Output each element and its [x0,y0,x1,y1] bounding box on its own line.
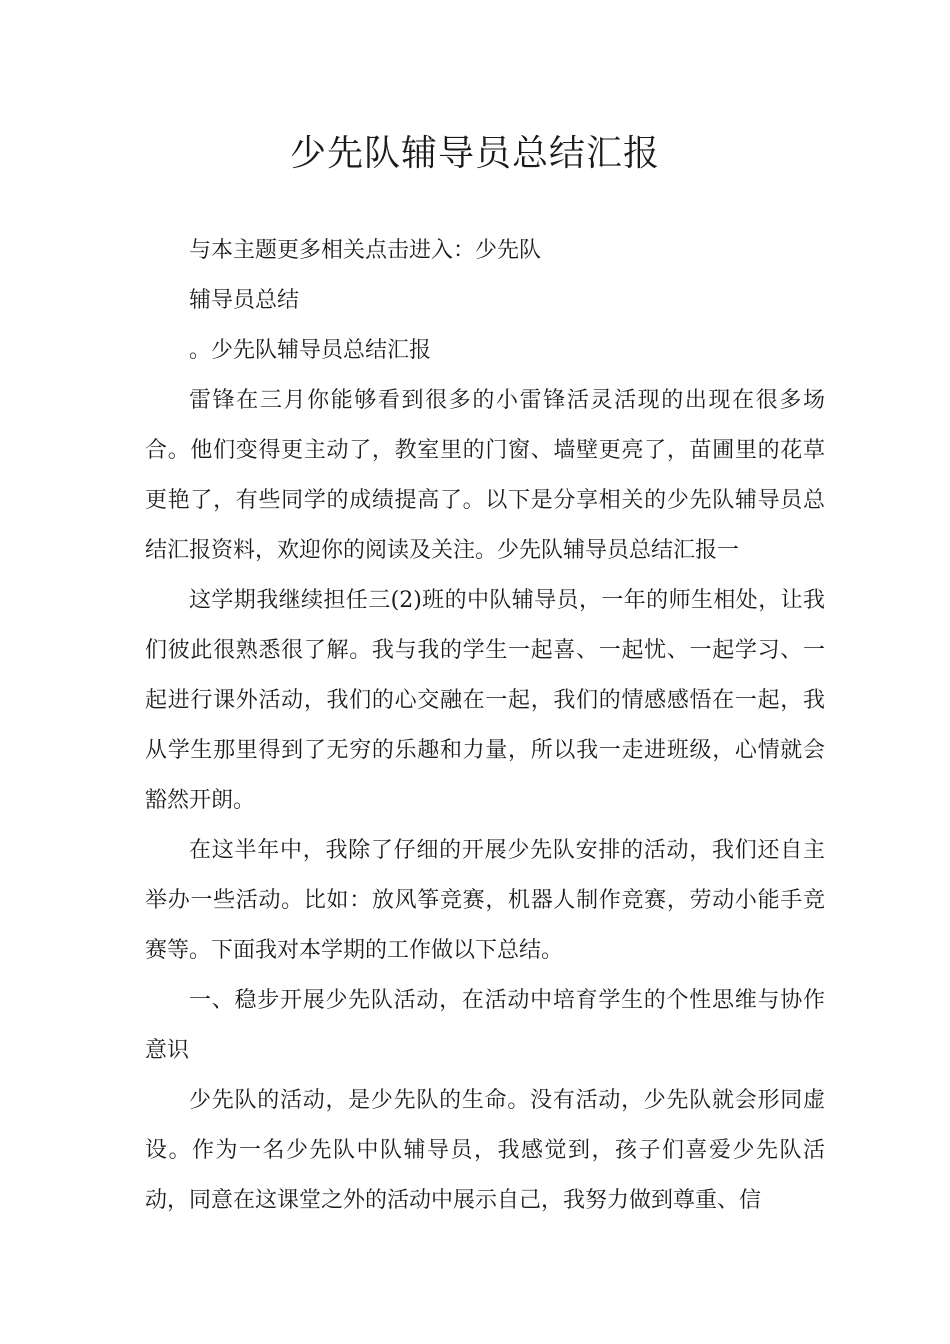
subtitle-line: 。少先队辅导员总结汇报 [189,338,432,363]
related-topic-line: 与本主题更多相关点击进入：少先队 [189,238,542,263]
paragraph-class-role: 这学期我继续担任三(2)班的中队辅导员，一年的师生相处，让我们彼此很熟悉很了解。我与我的学生一起喜、一起忧、一起学习、一起进行课外活动，我们的心交融在一起，我们的情感感悟在一起，我从学生那里得到了无穷的乐趣和力量，所以我一走进班级，心情就会豁然开朗。 [145,588,825,813]
document-title: 少先队辅导员总结汇报 [289,133,660,174]
related-topic-subline: 辅导员总结 [189,288,300,313]
paragraph-section-one: 少先队的活动，是少先队的生命。没有活动，少先队就会形同虚设。作为一名少先队中队辅导员，我感觉到，孩子们喜爱少先队活动，同意在这课堂之外的活动中展示自己，我努力做到尊重、信 [145,1088,825,1213]
paragraph-intro: 雷锋在三月你能够看到很多的小雷锋活灵活现的出现在很多场合。他们变得更主动了，教室里的门窗、墙壁更亮了，苗圃里的花草更艳了，有些同学的成绩提高了。以下是分享相关的少先队辅导员总结汇报资料，欢迎你的阅读及关注。少先队辅导员总结汇报一 [145,388,825,563]
section-heading-one: 一、稳步开展少先队活动，在活动中培育学生的个性思维与协作意识 [145,988,825,1063]
paragraph-activities: 在这半年中，我除了仔细的开展少先队安排的活动，我们还自主举办一些活动。比如：放风筝竞赛，机器人制作竞赛，劳动小能手竞赛等。下面我对本学期的工作做以下总结。 [145,838,825,963]
document-body [145,226,825,1226]
